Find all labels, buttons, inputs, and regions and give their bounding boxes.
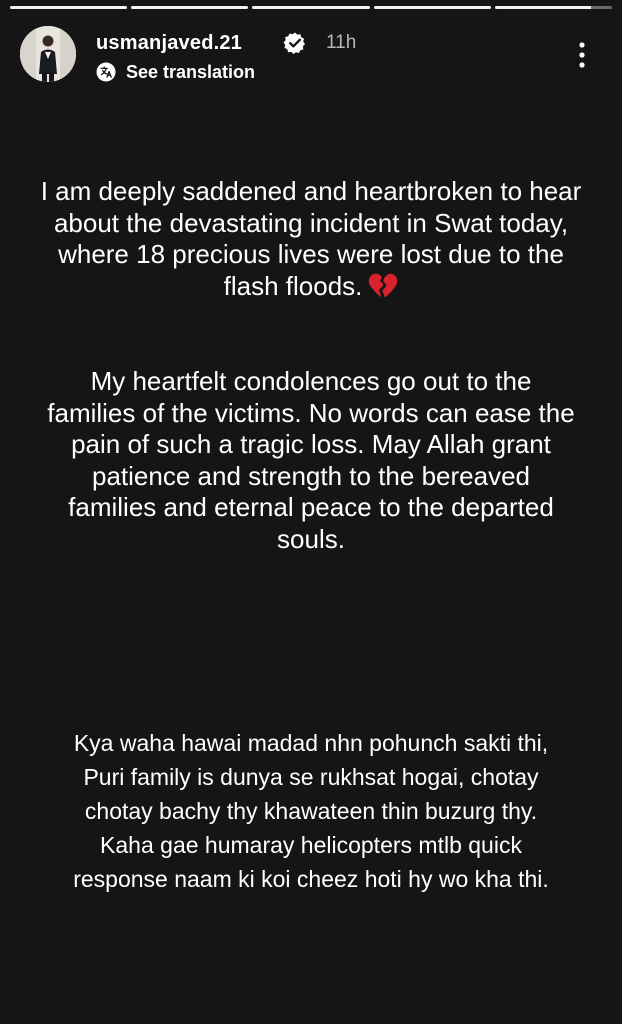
avatar[interactable] xyxy=(20,26,76,82)
see-translation-button[interactable] xyxy=(96,60,255,84)
caption-line: response naam ki koi cheez hoti hy wo kha thi. xyxy=(73,866,549,892)
caption-line: chotay bachy thy khawateen thin buzurg thy. xyxy=(84,798,538,824)
caption-paragraph-3 xyxy=(60,726,562,896)
broken-heart-icon xyxy=(368,273,398,299)
caption-line-last xyxy=(40,271,582,303)
caption-line: patience and strength to the bereaved xyxy=(92,460,530,491)
see-translation-label: See translation xyxy=(126,62,256,82)
story-progress-fill xyxy=(495,6,591,9)
profile-photo xyxy=(20,26,76,82)
more-options-icon xyxy=(570,40,594,70)
caption-line: pain of such a tragic loss. May Allah grant xyxy=(71,429,551,459)
caption-line: Kaha gae humaray helicopters mtlb quick xyxy=(100,832,522,858)
caption-line-text: flash floods. xyxy=(223,270,363,301)
caption-line: families and eternal peace to the departed xyxy=(68,492,554,522)
post-time: 11h xyxy=(326,32,357,53)
story-progress-segment-2 xyxy=(131,6,248,9)
story-progress-segment-3 xyxy=(252,6,369,9)
username[interactable]: usmanjaved.21 xyxy=(96,32,243,54)
caption-paragraph-2 xyxy=(40,366,582,555)
verified-badge-icon xyxy=(283,31,307,55)
caption-line: Kya waha hawai madad nhn pohunch sakti thi, xyxy=(73,730,549,756)
caption-line: families of the victims. No words can ease the xyxy=(47,397,575,428)
caption-line: My heartfelt condolences go out to the xyxy=(90,366,532,396)
caption-line: I am deeply saddened and heartbroken to hear xyxy=(40,176,582,206)
story-progress-bar xyxy=(10,6,612,9)
story-progress-segment-5 xyxy=(495,6,612,9)
caption-line: Puri family is dunya se rukhsat hogai, chotay xyxy=(83,764,539,790)
story-progress-segment-4 xyxy=(374,6,491,9)
caption-paragraph-1 xyxy=(40,176,582,302)
story-header xyxy=(20,26,602,86)
caption-line: souls. xyxy=(277,523,345,554)
caption-line: where 18 precious lives were lost due to the xyxy=(58,239,564,269)
story-progress-segment-1 xyxy=(10,6,127,9)
translate-icon xyxy=(96,62,116,82)
caption-line: about the devastating incident in Swat today, xyxy=(53,207,569,238)
more-options-button[interactable] xyxy=(570,40,594,70)
